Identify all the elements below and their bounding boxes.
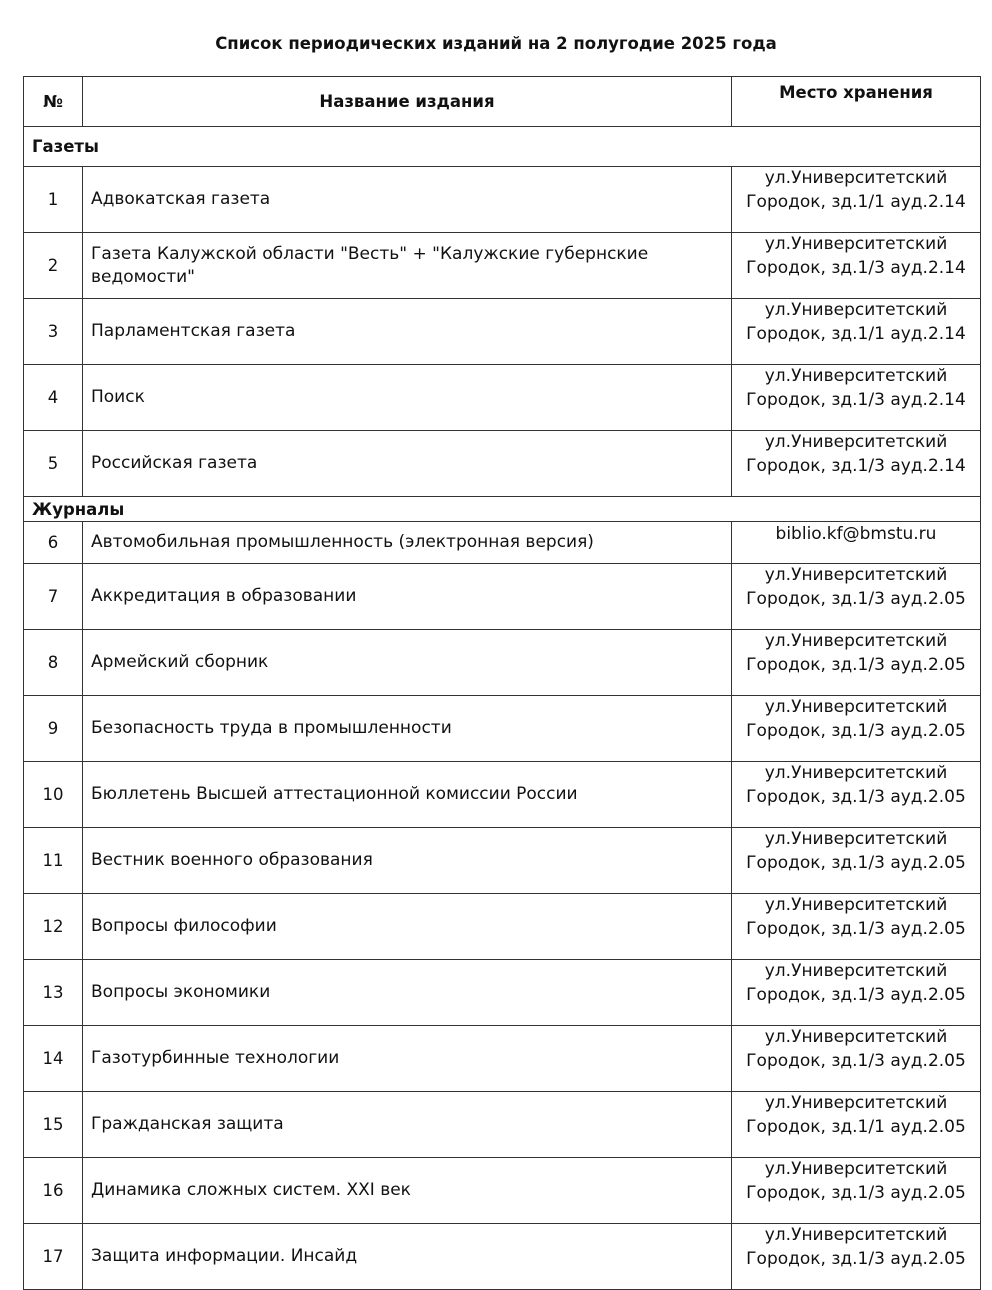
storage-location: ул.Университетский Городок, зд.1/3 ауд.2.14 — [732, 365, 981, 431]
row-number: 2 — [24, 233, 83, 299]
publication-name: Вопросы философии — [83, 894, 732, 960]
storage-location: ул.Университетский Городок, зд.1/3 ауд.2.05 — [732, 1026, 981, 1092]
storage-location: ул.Университетский Городок, зд.1/3 ауд.2.05 — [732, 1158, 981, 1224]
publication-name: Гражданская защита — [83, 1092, 732, 1158]
table-row — [24, 522, 981, 564]
page-title: Список периодических изданий на 2 полугодие 2025 года — [215, 34, 777, 53]
row-number: 1 — [24, 167, 83, 233]
row-number: 11 — [24, 828, 83, 894]
publication-name: Газета Калужской области "Весть" + "Калужские губернские ведомости" — [83, 233, 732, 299]
table-row — [24, 1092, 981, 1158]
storage-location: ул.Университетский Городок, зд.1/1 ауд.2.14 — [732, 299, 981, 365]
section-label: Газеты — [24, 127, 981, 167]
table-row — [24, 299, 981, 365]
section-label: Журналы — [24, 497, 981, 522]
publication-name: Адвокатская газета — [83, 167, 732, 233]
storage-location: ул.Университетский Городок, зд.1/3 ауд.2.05 — [732, 696, 981, 762]
table-row — [24, 1224, 981, 1290]
publication-name: Вестник военного образования — [83, 828, 732, 894]
table-row — [24, 696, 981, 762]
section-row — [24, 127, 981, 167]
row-number: 17 — [24, 1224, 83, 1290]
table-row — [24, 1026, 981, 1092]
publication-name: Автомобильная промышленность (электронная версия) — [83, 522, 732, 564]
header-location: Место хранения — [732, 77, 981, 127]
table-row — [24, 431, 981, 497]
table-row — [24, 828, 981, 894]
row-number: 4 — [24, 365, 83, 431]
table-header-row — [24, 77, 981, 127]
row-number: 13 — [24, 960, 83, 1026]
publication-name: Армейский сборник — [83, 630, 732, 696]
publication-name: Безопасность труда в промышленности — [83, 696, 732, 762]
publication-name: Газотурбинные технологии — [83, 1026, 732, 1092]
table-row — [24, 630, 981, 696]
row-number: 15 — [24, 1092, 83, 1158]
row-number: 8 — [24, 630, 83, 696]
table-row — [24, 960, 981, 1026]
publication-name: Защита информации. Инсайд — [83, 1224, 732, 1290]
row-number: 3 — [24, 299, 83, 365]
row-number: 16 — [24, 1158, 83, 1224]
storage-location: ул.Университетский Городок, зд.1/3 ауд.2.05 — [732, 1224, 981, 1290]
publication-name: Российская газета — [83, 431, 732, 497]
table-body — [24, 127, 981, 1290]
row-number: 10 — [24, 762, 83, 828]
row-number: 6 — [24, 522, 83, 564]
row-number: 7 — [24, 564, 83, 630]
row-number: 5 — [24, 431, 83, 497]
publication-name: Аккредитация в образовании — [83, 564, 732, 630]
table-row — [24, 365, 981, 431]
storage-location: ул.Университетский Городок, зд.1/3 ауд.2.14 — [732, 233, 981, 299]
table-row — [24, 894, 981, 960]
storage-location: biblio.kf@bmstu.ru — [732, 522, 981, 564]
storage-location: ул.Университетский Городок, зд.1/3 ауд.2.14 — [732, 431, 981, 497]
storage-location: ул.Университетский Городок, зд.1/3 ауд.2.05 — [732, 894, 981, 960]
publication-name: Парламентская газета — [83, 299, 732, 365]
header-number: № — [24, 77, 83, 127]
storage-location: ул.Университетский Городок, зд.1/1 ауд.2.05 — [732, 1092, 981, 1158]
table-row — [24, 564, 981, 630]
header-title: Название издания — [83, 77, 732, 127]
table-row — [24, 167, 981, 233]
storage-location: ул.Университетский Городок, зд.1/1 ауд.2.14 — [732, 167, 981, 233]
table-row — [24, 762, 981, 828]
publication-name: Динамика сложных систем. XXI век — [83, 1158, 732, 1224]
storage-location: ул.Университетский Городок, зд.1/3 ауд.2.05 — [732, 564, 981, 630]
row-number: 14 — [24, 1026, 83, 1092]
publication-name: Бюллетень Высшей аттестационной комиссии России — [83, 762, 732, 828]
publication-name: Вопросы экономики — [83, 960, 732, 1026]
periodicals-table — [23, 76, 981, 1290]
table-row — [24, 233, 981, 299]
publication-name: Поиск — [83, 365, 732, 431]
row-number: 12 — [24, 894, 83, 960]
row-number: 9 — [24, 696, 83, 762]
storage-location: ул.Университетский Городок, зд.1/3 ауд.2.05 — [732, 630, 981, 696]
storage-location: ул.Университетский Городок, зд.1/3 ауд.2.05 — [732, 762, 981, 828]
section-row — [24, 497, 981, 522]
table-row — [24, 1158, 981, 1224]
storage-location: ул.Университетский Городок, зд.1/3 ауд.2.05 — [732, 960, 981, 1026]
storage-location: ул.Университетский Городок, зд.1/3 ауд.2.05 — [732, 828, 981, 894]
